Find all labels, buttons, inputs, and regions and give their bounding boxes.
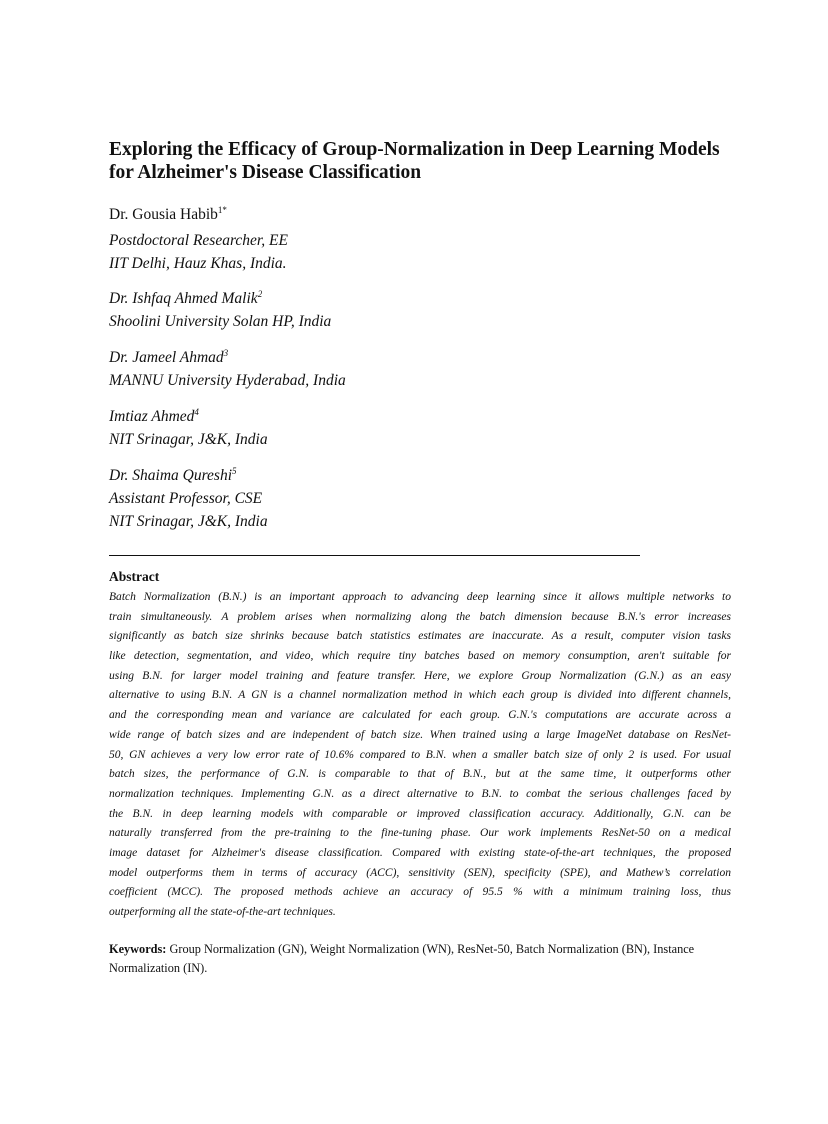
author-block-3: [109, 346, 346, 392]
author-affiliation: NIT Srinagar, J&K, India: [109, 513, 268, 530]
abstract-line: like detection, segmentation, and video, which require tiny batches based on memory consumption, aren't suitable for: [109, 650, 731, 663]
author-name: Dr. Gousia Habib$^{1*}$: [109, 204, 227, 223]
abstract-line: normalization techniques. Implementing G.N. as a direct alternative to B.N. to combat the serious challenges faced by: [109, 787, 731, 800]
title-line-2: for Alzheimer's Disease Classification: [109, 162, 422, 183]
title-line-1: Exploring the Efficacy of Group-Normalization in Deep Learning Models: [109, 139, 720, 160]
abstract-line: Batch Normalization (B.N.) is an important approach to advancing deep learning since it allows multiple networks to: [109, 591, 731, 603]
abstract-line: using B.N. for larger model training and feature transfer. Here, we explore Group Normalization (G.N.) as an easy: [109, 669, 731, 682]
keywords-label: Keywords:: [109, 942, 167, 956]
abstract-line: train simultaneously. A problem arises when normalizing along the batch dimension because B.N.'s error increases: [109, 610, 731, 623]
abstract-line: naturally transferred from the pre-training to the fine-tuning phase. Our work implements ResNet-50 on a medical: [109, 827, 731, 840]
paper-title: [109, 138, 749, 184]
abstract-line: model outperforms them in terms of accuracy (ACC), sensitivity (SEN), specificity (SPE), and Mathew’s correlation: [109, 866, 731, 879]
author-superscript: 1*: [217, 204, 227, 215]
author-superscript: 4: [194, 406, 199, 417]
abstract-line: the B.N. in deep learning models with comparable or improved classification accuracy. Additionally, G.N. can be: [109, 807, 731, 820]
keywords-line: Normalization (IN).: [109, 960, 208, 975]
keywords-line: [109, 940, 749, 959]
author-block-1: [109, 203, 288, 275]
author-block-4: [109, 405, 268, 451]
abstract-body: [109, 588, 731, 923]
abstract-line: outperforming all the state-of-the-art techniques.: [109, 906, 336, 918]
author-affiliation: IIT Delhi, Hauz Khas, India.: [109, 255, 287, 272]
author-name: Dr. Jameel Ahmad$^3$: [109, 347, 229, 366]
author-affiliation: NIT Srinagar, J&K, India: [109, 431, 268, 448]
keywords-text: Group Normalization (GN), Weight Normalization (WN), ResNet-50, Batch Normalization (BN), Instance: [169, 942, 695, 956]
abstract-line: alternative to using B.N. A GN is a channel normalization method in which each group is divided into different channels,: [109, 689, 731, 702]
abstract-line: significantly as batch size shrinks because batch statistics estimates are inaccurate. As a result, computer vision tasks: [109, 630, 731, 643]
abstract-line: image dataset for Alzheimer's disease classification. Compared with existing state-of-the-art techniques, the proposed: [109, 846, 731, 859]
author-affiliation: Shoolini University Solan HP, India: [109, 313, 332, 330]
author-name: Dr. Ishfaq Ahmed Malik$^2$: [109, 288, 263, 307]
author-superscript: 2: [257, 288, 263, 299]
author-superscript: 3: [223, 347, 229, 358]
abstract-line: batch sizes, the performance of G.N. is comparable to that of B.N., but at the same time, it outperforms other: [109, 768, 731, 781]
author-affiliation: Assistant Professor, CSE: [109, 490, 263, 507]
abstract-line: coefficient (MCC). The proposed methods achieve an accuracy of 95.5 % with a minimum training loss, thus: [109, 886, 731, 899]
abstract-line: 50, GN achieves a very low error rate of 10.6% compared to B.N. when a smaller batch size of only 2 is used. For usual: [109, 748, 731, 761]
author-affiliation: MANNU University Hyderabad, India: [109, 372, 346, 389]
author-name: Imtiaz Ahmed$^4$: [109, 406, 199, 425]
abstract-line: and the corresponding mean and variance are calculated for each group. G.N.'s computations are accurate across a: [109, 709, 731, 722]
section-divider: [109, 555, 640, 556]
author-name: Dr. Shaima Qureshi$^5$: [109, 465, 237, 484]
author-affiliation: Postdoctoral Researcher, EE: [109, 232, 288, 249]
keywords: [109, 940, 749, 977]
abstract-heading: Abstract: [109, 569, 160, 584]
abstract-line: wide range of batch sizes and are independent of batch size. When trained using a large ImageNet database on ResNet-: [109, 728, 731, 741]
author-superscript: 5: [232, 465, 237, 476]
author-block-5: [109, 464, 268, 533]
author-block-2: [109, 287, 331, 333]
